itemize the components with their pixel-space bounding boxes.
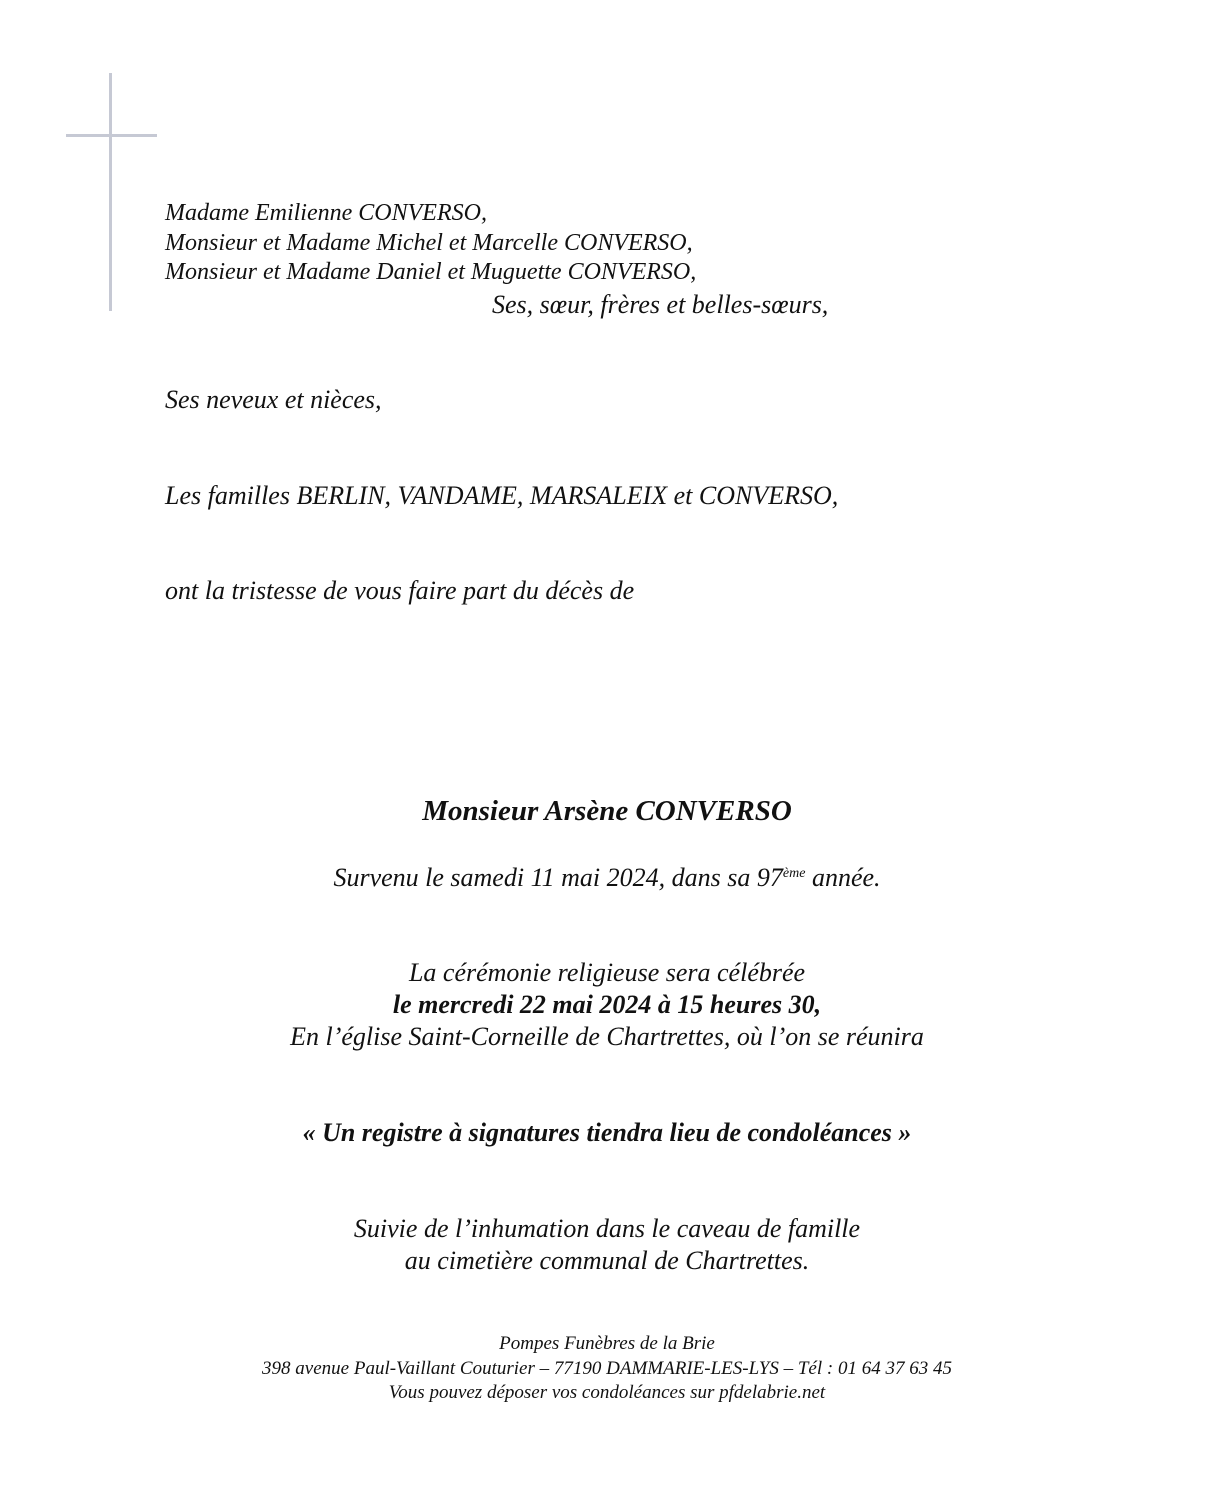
burial-line-2: au cimetière communal de Chartrettes. (404, 1246, 810, 1275)
ceremony-line-1: La cérémonie religieuse sera célébrée (408, 958, 806, 987)
ceremony-line-3: En l’église Saint-Corneille de Chartrettes, où l’on se réunira (290, 1022, 924, 1051)
family-relation: Ses, sœur, frères et belles-sœurs, (492, 290, 829, 319)
ceremony-line-2: le mercredi 22 mai 2024 à 15 heures 30, (392, 990, 822, 1019)
deceased-name: Monsieur Arsène CONVERSO (422, 795, 792, 827)
death-date-prefix: Survenu le samedi 11 mai 2024, dans sa 97 (333, 863, 783, 892)
announcement-line: ont la tristesse de vous faire part du décès de (165, 576, 635, 605)
cross-icon-vertical (109, 73, 112, 311)
family-line-3: Monsieur et Madame Daniel et Muguette CONVERSO, (165, 259, 697, 285)
death-date-suffix: année. (805, 863, 881, 892)
footer-address: 398 avenue Paul-Vaillant Couturier – 77190 DAMMARIE-LES-LYS – Tél : 01 64 37 63 45 (262, 1358, 952, 1379)
nephews-line: Ses neveux et nièces, (165, 385, 382, 414)
footer-company: Pompes Funèbres de la Brie (499, 1333, 715, 1354)
registry-note: « Un registre à signatures tiendra lieu de condoléances » (302, 1118, 912, 1147)
family-line-2: Monsieur et Madame Michel et Marcelle CONVERSO, (165, 230, 693, 256)
burial-line-1: Suivie de l’inhumation dans le caveau de famille (353, 1214, 861, 1243)
death-date-sup: ème (782, 866, 806, 881)
death-date-line (0, 862, 1214, 894)
family-line-1: Madame Emilienne CONVERSO, (165, 200, 487, 226)
cross-icon-horizontal (66, 134, 157, 137)
families-line: Les familles BERLIN, VANDAME, MARSALEIX et CONVERSO, (165, 481, 839, 510)
footer-website-note: Vous pouvez déposer vos condoléances sur pfdelabrie.net (388, 1382, 826, 1403)
